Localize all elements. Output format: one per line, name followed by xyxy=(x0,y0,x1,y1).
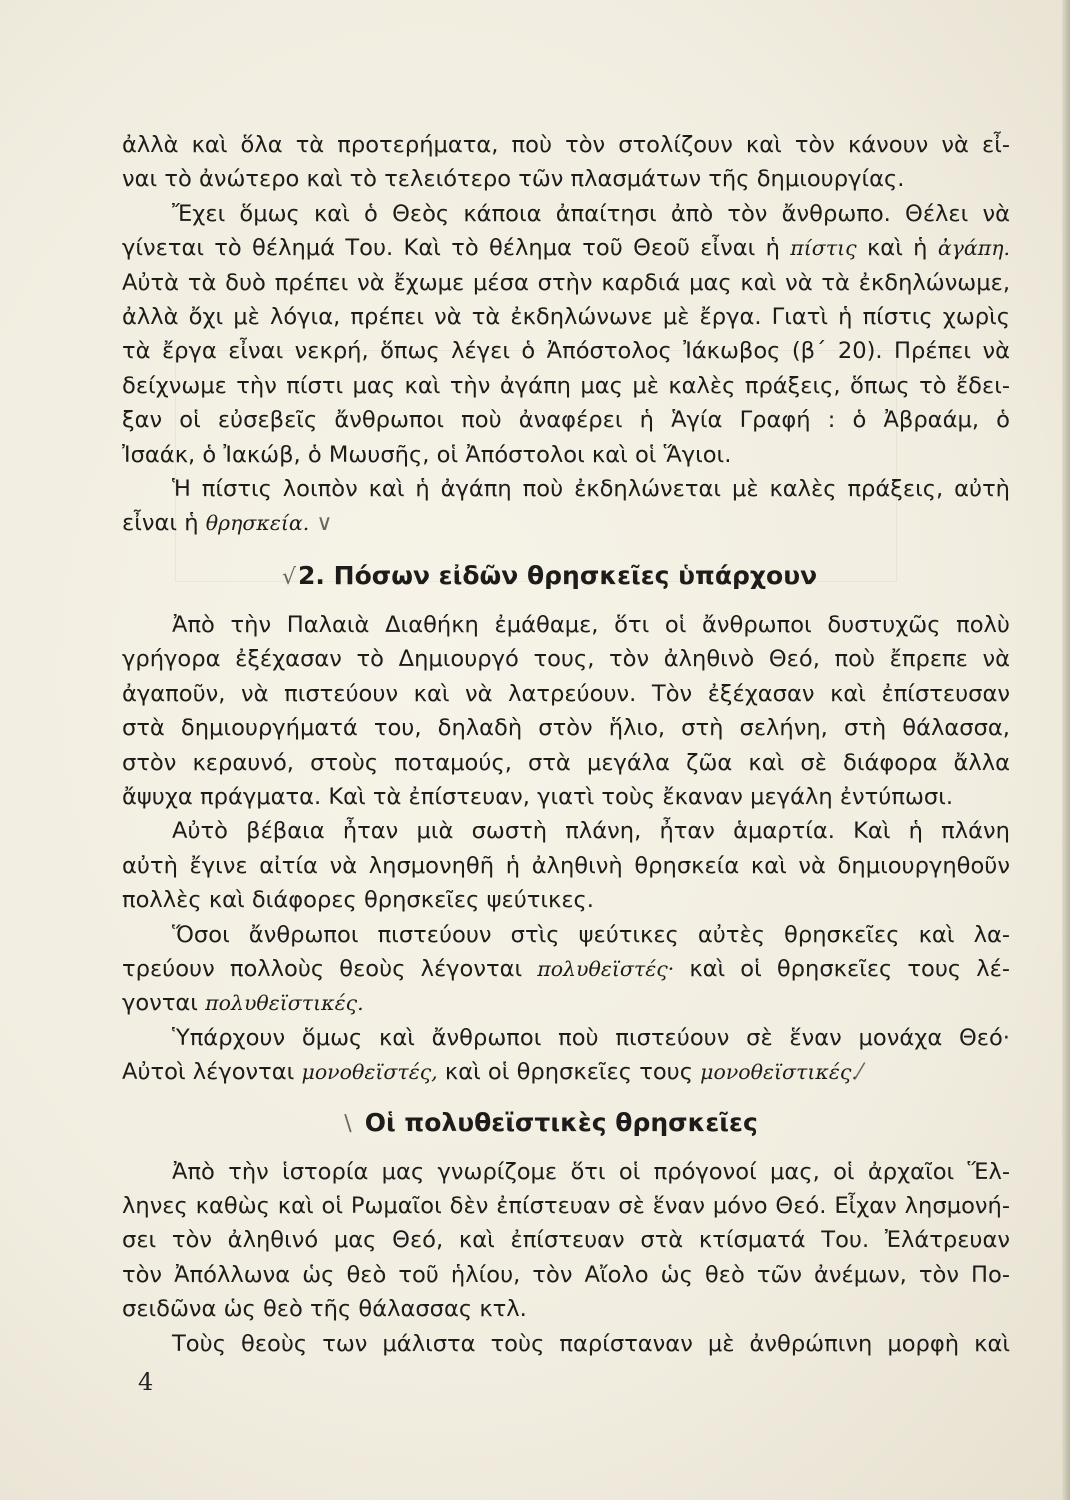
text-line: δείχνωμε τὴν πίστι μας καὶ τὴν ἀγάπη μας μὲ καλὲς πράξεις, ὅπως τὸ ἔδει- xyxy=(122,372,1010,399)
text-line: Ἡ πίστις λοιπὸν καὶ ἡ ἀγάπη ποὺ ἐκδηλώνεται μὲ καλὲς πράξεις, αὐτὴ xyxy=(172,476,1010,503)
text-line xyxy=(122,952,1010,986)
check-mark-icon: ⁄ xyxy=(857,1060,862,1086)
text-segment: τρεύουν πολλοὺς θεοὺς λέγονται xyxy=(122,955,523,982)
text-line xyxy=(122,231,1010,265)
section-heading xyxy=(122,556,1010,598)
page-body xyxy=(122,128,1010,1361)
text-segment: γονται xyxy=(122,990,198,1017)
check-mark-icon: √ xyxy=(282,564,297,590)
paragraph-ancient-greeks xyxy=(122,1155,1010,1327)
italic-term: πολυθεϊστικές. xyxy=(205,991,364,1016)
italic-term: μονοθεϊστικές. xyxy=(700,1060,858,1085)
paragraph-human-form xyxy=(122,1327,1010,1361)
check-mark-icon: ∨ xyxy=(316,511,333,537)
text-line: στὸν κεραυνό, στοὺς ποταμούς, στὰ μεγάλα ζῶα καὶ σὲ διάφορα ἄλλα xyxy=(122,749,1010,776)
paragraph-polytheists xyxy=(122,918,1010,1021)
page-edge xyxy=(1062,0,1070,1500)
text-line: ἀλλὰ καὶ ὅλα τὰ προτερήματα, ποὺ τὸν στολίζουν καὶ τὸν κάνουν νὰ εἶ- xyxy=(122,132,1010,158)
text-line: τὰ ἔργα εἶναι νεκρή, ὅπως λέγει ὁ Ἀπόστολος Ἰάκωβος (β΄ 20). Πρέπει νὰ xyxy=(122,338,1010,365)
text-line: Ὅσοι ἄνθρωποι πιστεύουν στὶς ψεύτικες αὐτὲς θρησκεῖες καὶ λα- xyxy=(172,921,1010,948)
text-segment: καὶ οἱ θρησκεῖες τους λέ- xyxy=(689,955,1011,982)
text-segment: καὶ ἡ xyxy=(866,235,928,262)
text-segment: καὶ οἱ θρησκεῖες τους xyxy=(444,1059,693,1086)
text-line: Ἀπὸ τὴν Παλαιὰ Διαθήκη ἐμάθαμε, ὅτι οἱ ἄνθρωποι δυστυχῶς πολὺ xyxy=(172,611,1010,638)
paragraph-religion-definition xyxy=(122,472,1010,542)
text-line xyxy=(122,986,1010,1020)
italic-term: πολυθεϊστές· xyxy=(537,956,675,981)
text-line: σει τὸν ἀληθινό μας Θεό, καὶ ἐπίστευαν στὰ κτίσματά Του. Ἐλάτρευαν xyxy=(122,1227,1010,1254)
check-mark-icon: ∖ xyxy=(340,1111,355,1137)
text-line: Ἔχει ὅμως καὶ ὁ Θεὸς κάποια ἀπαίτησι ἀπὸ τὸν ἄνθρωπο. Θέλει νὰ xyxy=(172,200,1010,227)
text-line: αὐτὴ ἔγινε αἰτία νὰ λησμονηθῆ ἡ ἀληθινὴ θρησκεία καὶ νὰ δημιουργηθοῦν xyxy=(122,852,1010,879)
text-line: Αὐτὸ βέβαια ἦταν μιὰ σωστὴ πλάνη, ἦταν ἁμαρτία. Καὶ ἡ πλάνη xyxy=(172,818,1010,845)
text-line: σειδῶνα ὡς θεὸ τῆς θάλασσας κτλ. xyxy=(122,1296,527,1323)
paragraph-monotheists xyxy=(122,1021,1010,1091)
text-line: Τοὺς θεοὺς των μάλιστα τοὺς παρίσταναν μὲ ἀνθρώπινη μορφὴ καὶ xyxy=(172,1330,1010,1357)
text-line: ἀλλὰ ὄχι μὲ λόγια, πρέπει νὰ τὰ ἐκδηλώνωνε μὲ ἔργα. Γιατὶ ἡ πίστις χωρὶς xyxy=(122,304,1010,331)
section-number: 2. xyxy=(298,560,325,590)
text-line: γρήγορα ἐξέχασαν τὸ Δημιουργό τους, τὸν ἀληθινὸ Θεό, ποὺ ἔπρεπε νὰ xyxy=(122,646,1010,673)
text-line: ξαν οἱ εὐσεβεῖς ἄνθρωποι ποὺ ἀναφέρει ἡ Ἁγία Γραφή : ὁ Ἀβραάμ, ὁ xyxy=(122,407,1010,434)
paragraph-continuation xyxy=(122,128,1010,197)
paragraph-faith-love xyxy=(122,197,1010,472)
paragraph-old-testament xyxy=(122,608,1010,814)
text-line: Ἰσαάκ, ὁ Ἰακώβ, ὁ Μωυσῆς, οἱ Ἀπόστολοι καὶ οἱ Ἅγιοι. xyxy=(122,441,732,468)
text-segment: Αὐτοὶ λέγονται xyxy=(122,1059,295,1086)
text-line: ληνες καθὼς καὶ οἱ Ρωμαῖοι δὲν ἐπίστευαν σὲ ἕναν μόνο Θεό. Εἶχαν λησμονή- xyxy=(122,1192,1010,1219)
text-line: στὰ δημιουργήματά του, δηλαδὴ στὸν ἥλιο, στὴ σελήνη, στὴ θάλασσα, xyxy=(122,715,1010,742)
text-line: Ἀπὸ τὴν ἱστορία μας γνωρίζομε ὅτι οἱ πρόγονοί μας, οἱ ἀρχαῖοι Ἕλ- xyxy=(172,1158,1010,1185)
subsection-heading xyxy=(122,1103,1010,1145)
text-line xyxy=(122,1055,1010,1090)
paragraph-delusion xyxy=(122,814,1010,917)
text-segment: εἶναι ἡ xyxy=(122,510,199,537)
text-line xyxy=(122,506,1010,541)
text-line: Ὑπάρχουν ὅμως καὶ ἄνθρωποι ποὺ πιστεύουν σὲ ἕναν μονάχα Θεό· xyxy=(172,1024,1010,1051)
italic-term: πίστις xyxy=(790,236,857,261)
text-line: ναι τὸ ἀνώτερο καὶ τὸ τελειότερο τῶν πλασμάτων τῆς δημιουργίας. xyxy=(122,166,905,193)
text-line: τὸν Ἀπόλλωνα ὡς θεὸ τοῦ ἡλίου, τὸν Αἴολο ὡς θεὸ τῶν ἀνέμων, τὸν Πο- xyxy=(122,1261,1010,1288)
italic-term: ἀγάπη. xyxy=(937,236,1011,261)
text-line: Αὐτὰ τὰ δυὸ πρέπει νὰ ἔχωμε μέσα στὴν καρδιά μας καὶ νὰ τὰ ἐκδηλώνωμε, xyxy=(122,269,1010,296)
subsection-title: Οἱ πολυθεϊστικὲς θρησκεῖες xyxy=(364,1107,758,1137)
text-line: ἀγαποῦν, νὰ πιστεύουν καὶ νὰ λατρεύουν. Τὸν ἐξέχασαν καὶ ἐπίστευσαν xyxy=(122,680,1010,707)
italic-term: μονοθεϊστές, xyxy=(301,1060,438,1085)
text-line: ἄψυχα πράγματα. Καὶ τὰ ἐπίστευαν, γιατὶ τοὺς ἔκαναν μεγάλη ἐντύπωσι. xyxy=(122,783,954,810)
italic-term: θρησκεία. xyxy=(205,511,310,536)
text-line: πολλὲς καὶ διάφορες θρησκεῖες ψεύτικες. xyxy=(122,887,594,914)
section-title: Πόσων εἰδῶν θρησκεῖες ὑπάρχουν xyxy=(333,560,818,590)
page-number: 4 xyxy=(138,1368,154,1396)
text-segment: γίνεται τὸ θέλημά Του. Καὶ τὸ θέλημα τοῦ Θεοῦ εἶναι ἡ xyxy=(122,235,780,262)
